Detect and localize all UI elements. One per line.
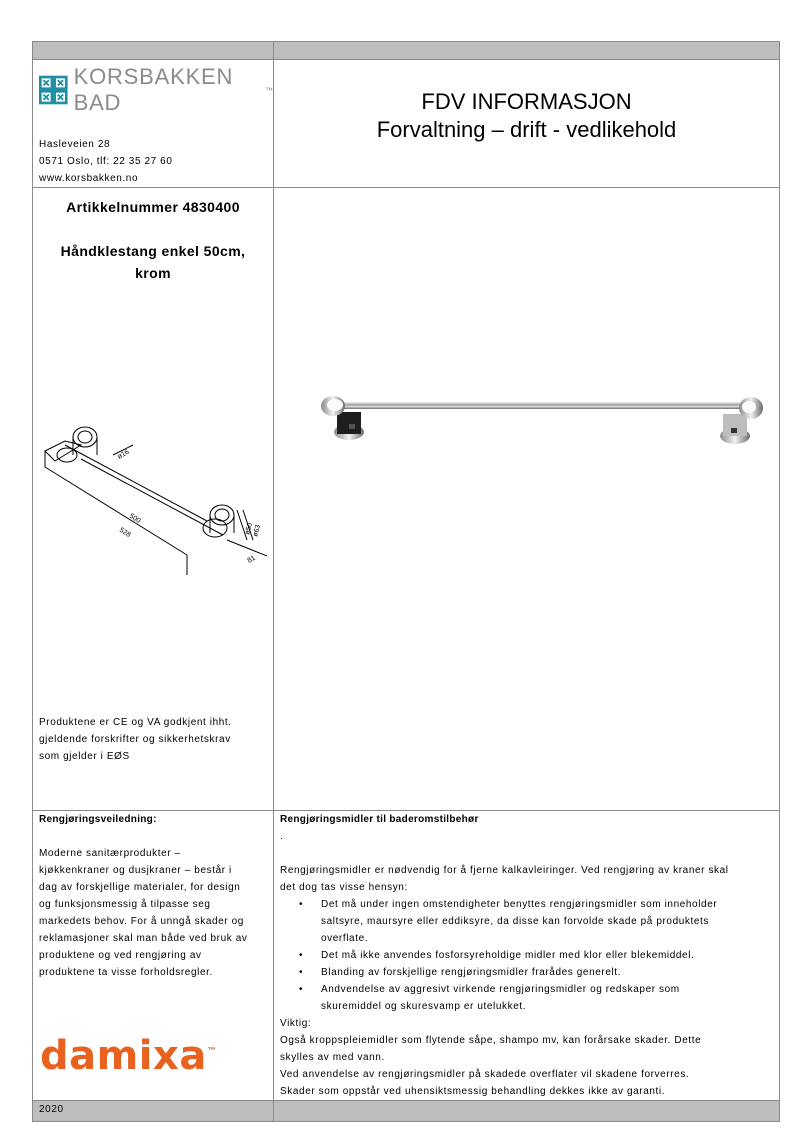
viktig-line: Skader som oppstår ved uhensiktsmessig behandling dekkes ikke av garanti. bbox=[280, 1086, 666, 1097]
approval-line: som gjelder i EØS bbox=[39, 751, 130, 762]
viktig-label: Viktig: bbox=[280, 1018, 312, 1029]
approval-line: gjeldende forskrifter og sikkerhetskrav bbox=[39, 734, 231, 745]
title-cell bbox=[274, 60, 780, 188]
article-number: Artikkelnummer 4830400 bbox=[66, 199, 240, 215]
product-name-line2: krom bbox=[135, 265, 171, 281]
company-address: Hasleveien 28 bbox=[39, 139, 111, 150]
product-info-cell bbox=[33, 188, 274, 811]
product-name-line1: Håndklestang enkel 50cm, bbox=[60, 243, 246, 259]
damixa-logo bbox=[40, 1033, 217, 1079]
list-item: • Andvendelse av aggresivt virkende rengjøringsmidler og redskaper som skuremiddel og skuresvamp er utelukket. bbox=[321, 981, 779, 1015]
list-item: • Det må ikke anvendes fosforsyreholdige midler med klor eller blekemiddel. bbox=[321, 947, 779, 964]
cleaning-agents-dot: . bbox=[280, 831, 284, 842]
fdv-document bbox=[32, 41, 780, 1122]
cleaning-agents-heading: Rengjøringsmidler til baderomstilbehør bbox=[280, 814, 479, 825]
guide-line: kjøkkenkraner og dusjkraner – består i bbox=[39, 865, 232, 876]
dim-500: 500 bbox=[127, 512, 142, 525]
intro-line: det dog tas visse hensyn: bbox=[280, 882, 408, 893]
product-row bbox=[33, 188, 780, 811]
towel-bar-photo bbox=[311, 396, 771, 466]
footer-row bbox=[33, 1101, 780, 1122]
fdv-title-block bbox=[274, 60, 779, 144]
guide-line: produktene og ved rengjøring av bbox=[39, 950, 202, 961]
cleaning-agents-intro bbox=[274, 845, 779, 896]
list-item: • Blanding av forskjellige rengjøringsmidler frarådes generelt. bbox=[321, 964, 779, 981]
product-photo-cell bbox=[274, 188, 780, 811]
guide-line: reklamasjoner skal man både ved bruk av bbox=[39, 933, 248, 944]
technical-drawing bbox=[37, 415, 267, 575]
viktig-line: skylles av med vann. bbox=[280, 1052, 385, 1063]
korsbakken-logo-icon bbox=[39, 74, 68, 106]
cleaning-agents-cell bbox=[274, 811, 780, 1101]
guide-line: og funksjonsmessig å tilpasse seg bbox=[39, 899, 211, 910]
cleaning-guide-text bbox=[33, 828, 273, 981]
guide-line: markedets behov. For å unngå skader og bbox=[39, 916, 244, 927]
top-gray-bar bbox=[33, 42, 780, 60]
footer-year: 2020 bbox=[33, 1101, 274, 1122]
guide-line: Moderne sanitærprodukter – bbox=[39, 848, 181, 859]
company-name: KORSBAKKEN BAD bbox=[73, 64, 234, 115]
guide-line: produktene ta visse forholdsregler. bbox=[39, 967, 213, 978]
damixa-trademark: ™ bbox=[206, 1046, 218, 1058]
dim-dia50: ø50 bbox=[244, 522, 255, 536]
viktig-line: Ved anvendelse av rengjøringsmidler på skadede overflater vil skadene forverres. bbox=[280, 1069, 690, 1080]
viktig-block bbox=[274, 1015, 779, 1100]
company-website: www.korsbakken.no bbox=[39, 173, 139, 184]
cleaning-guide-cell bbox=[33, 811, 274, 1101]
company-cell bbox=[33, 60, 274, 188]
company-address-block bbox=[33, 108, 273, 187]
damixa-brand: damixa bbox=[40, 1033, 207, 1079]
cleaning-rules-list bbox=[274, 896, 779, 1015]
company-phone: 0571 Oslo, tlf: 22 35 27 60 bbox=[39, 156, 173, 167]
cleaning-row bbox=[33, 811, 780, 1101]
list-item: • Det må under ingen omstendigheter benyttes rengjøringsmidler som inneholder saltsyre, maursyre eller eddiksyre, da disse kan forvolde skade på produktets overflate. bbox=[321, 896, 779, 947]
guide-line: dag av forskjellige materialer, for design bbox=[39, 882, 241, 893]
viktig-line: Også kroppspleiemidler som flytende såpe, shampo mv, kan forårsake skader. Dette bbox=[280, 1035, 702, 1046]
approval-text bbox=[33, 714, 238, 765]
dim-528: 528 bbox=[117, 526, 132, 539]
header-row bbox=[33, 60, 780, 188]
korsbakken-logo bbox=[33, 60, 273, 115]
cleaning-guide-heading: Rengjøringsveiledning: bbox=[39, 814, 157, 825]
page-subtitle: Forvaltning – drift - vedlikehold bbox=[376, 117, 677, 142]
product-heading bbox=[33, 188, 273, 284]
company-trademark: ™ bbox=[265, 85, 273, 95]
dim-dia16: ø16 bbox=[116, 448, 131, 461]
approval-line: Produktene er CE og VA godkjent ihht. bbox=[39, 717, 232, 728]
intro-line: Rengjøringsmidler er nødvendig for å fjerne kalkavleiringer. Ved rengjøring av kraner skal bbox=[280, 865, 729, 876]
dim-81: 81 bbox=[246, 554, 257, 565]
page-title: FDV INFORMASJON bbox=[421, 89, 632, 114]
dim-dia63: ø63 bbox=[252, 524, 263, 538]
